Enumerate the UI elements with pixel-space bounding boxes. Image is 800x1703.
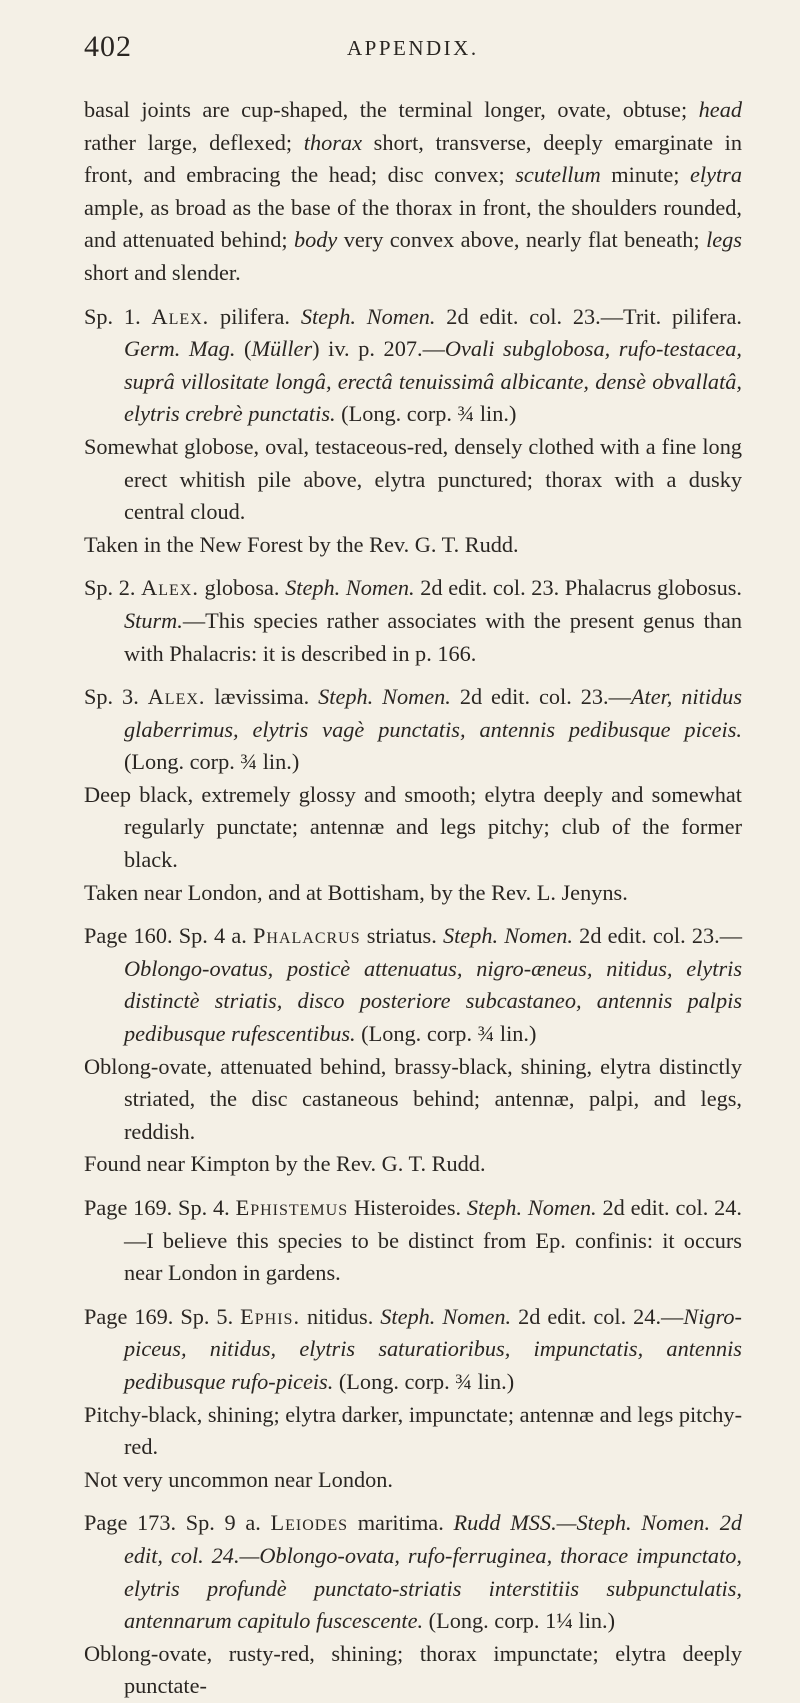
authority: Germ. Mag. (124, 336, 236, 362)
species-entry-maritima (84, 1507, 742, 1637)
entry-lead: Page 173. Sp. 9 a. (84, 1510, 271, 1536)
latin-diagnosis: Oblongo-ovata, rufo-ferruginea, thorace impunctato, elytris profundè punctato-striatis interstitiis subpunctulatis, antennarum capitulo fuscescente. (124, 1542, 742, 1634)
authority: Steph. Nomen. (300, 303, 436, 329)
species-name: Histeroides. (348, 1195, 467, 1220)
species-entry-nitidus (84, 1301, 742, 1399)
genus-name: Alex. (147, 684, 206, 710)
length: (Long. corp. ¾ lin.) (355, 1021, 537, 1047)
term-elytra: elytra (690, 162, 743, 188)
reference: 2d edit. col. 24.— (511, 1303, 684, 1329)
species-entry-globosa (84, 572, 742, 670)
author-name: Müller (251, 336, 313, 362)
authority: Sturm. (124, 607, 183, 633)
intro-text: short and slender. (84, 259, 241, 285)
entry-lead: Page 160. Sp. 4 a. (84, 923, 253, 949)
intro-text: short, transverse, deeply emarginate in front, and embracing the head; disc convex; (84, 129, 743, 188)
locality-note: Found near Kimpton by the Rev. G. T. Rudd. (84, 1151, 486, 1177)
authority: Steph. Nomen. (285, 575, 415, 601)
page-number: 402 (84, 30, 132, 63)
species-name: maritima. (348, 1510, 454, 1536)
length: (Long. corp. ¾ lin.) (124, 749, 300, 775)
species-entry-striatus (84, 920, 742, 1050)
latin-diagnosis: Nigro-piceus, nitidus, elytris saturatioribus, impunctatis, antennis pedibusque rufo-piceis. (124, 1303, 742, 1394)
species-name: lævissima. (205, 684, 319, 710)
entry-lead: Sp. 2. (84, 575, 142, 601)
intro-paragraph (84, 94, 742, 290)
species-description: Pitchy-black, shining; elytra darker, impunctate; antennæ and legs pitchy-red. (84, 1401, 742, 1460)
reference: 2d edit. col. 23. Phalacrus globosus. (414, 575, 742, 601)
authority: Rudd MSS.—Steph. Nomen. (453, 1510, 711, 1536)
intro-text: basal joints are cup-shaped, the terminal longer, ovate, obtuse; (84, 97, 699, 122)
species-description: Somewhat globose, oval, testaceous-red, densely clothed with a fine long erect whitish pile above, elytra punctured; thorax with a dusky central cloud. (84, 433, 742, 525)
reference: 2d edit. col. 23.— (573, 923, 742, 949)
entry-lead: Page 169. Sp. 4. (84, 1195, 236, 1220)
authority: Steph. Nomen. (318, 684, 451, 710)
species-name: nitidus. (300, 1303, 381, 1329)
authority: Steph. Nomen. (442, 923, 573, 949)
locality-note: Not very uncommon near London. (84, 1466, 393, 1492)
reference: 2d edit. col. 23.— (450, 684, 631, 710)
term-scutellum: scutellum (515, 162, 601, 188)
length: (Long. corp. ¾ lin.) (335, 401, 517, 427)
intro-text: ample, as broad as the base of the thorax in front, the shoulders rounded, and attenuated behind; (84, 194, 742, 253)
term-head: head (698, 97, 742, 122)
entry-text: I believe this species to be distinct from Ep. confinis: it occurs near London in gardens. (124, 1227, 742, 1286)
term-thorax: thorax (303, 129, 362, 155)
genus-name: Ephistemus (235, 1195, 349, 1220)
entry-text: —This species rather associates with the present genus than with Phalacris: it is described in p. 166. (124, 607, 742, 666)
term-body: body (293, 227, 338, 253)
genus-name: Alex. (141, 575, 199, 601)
intro-text: very convex above, nearly flat beneath; (337, 227, 707, 253)
authority: Steph. Nomen. (466, 1195, 597, 1220)
genus-name: Alex. (151, 303, 210, 329)
species-description: Deep black, extremely glossy and smooth; elytra deeply and somewhat regularly punctate; antennæ and legs pitchy; club of the former black. (84, 781, 742, 873)
reference: 2d edit. col. 24.— (124, 1195, 742, 1253)
entry-lead: Page 169. Sp. 5. (84, 1303, 241, 1329)
latin-diagnosis: Ater, nitidus glaberrimus, elytris vagè punctatis, antennis pedibusque piceis. (124, 684, 742, 742)
page-body (84, 94, 742, 1703)
genus-name: Leiodes (270, 1510, 349, 1536)
entry-lead: Sp. 3. (84, 684, 148, 710)
genus-name: Phalacrus (252, 923, 361, 949)
genus-name: Ephis. (240, 1303, 301, 1329)
authority: Steph. Nomen. (380, 1303, 512, 1329)
species-name: pilifera. (209, 303, 301, 329)
species-entry-laevissima (84, 681, 742, 779)
intro-text: rather large, deflexed; (84, 129, 304, 155)
entry-lead: Sp. 1. (84, 303, 152, 329)
latin-diagnosis: Ovali subglobosa, rufo-testacea, suprâ villositate longâ, erectâ tenuissimâ albicante, densè obvallatâ, elytris crebrè punctatis. (124, 336, 743, 427)
species-description: Oblong-ovate, rusty-red, shining; thorax impunctate; elytra deeply punctate- (84, 1640, 742, 1699)
species-description: Oblong-ovate, attenuated behind, brassy-black, shining, elytra distinctly striated, the disc castaneous behind; antennæ, palpi, and legs, reddish. (84, 1053, 742, 1144)
reference: 2d edit. col. 23.—Trit. pilifera. (435, 303, 742, 329)
length: (Long. corp. 1¼ lin.) (423, 1608, 616, 1634)
page-header (84, 30, 744, 70)
length: (Long. corp. ¾ lin.) (333, 1368, 515, 1394)
locality-note: Taken near London, and at Bottisham, by the Rev. L. Jenyns. (84, 879, 628, 905)
latin-diagnosis: Oblongo-ovatus, posticè attenuatus, nigro-æneus, nitidus, elytris distinctè striatis, disco posteriore subcastaneo, antennis palpis pedibusque rufescentibus. (124, 955, 742, 1047)
species-name: striatus. (360, 923, 443, 949)
species-name: globosa. (198, 575, 286, 601)
species-entry-pilifera: Sp. 1. Alex. pilifera. Steph. Nomen. 2d edit. col. 23.—Trit. pilifera. Germ. Mag. (Müller) iv. p. 207.—Ovali subglobosa, rufo-testacea, suprâ villositate longâ, erectâ tenuissimâ albicante, densè obvallatâ, elytris crebrè punctatis. (Long. corp. ¾ lin.) (84, 303, 743, 427)
reference: 2d edit, col. 24.— (124, 1510, 743, 1568)
species-entry-histeroides (84, 1192, 742, 1290)
term-legs: legs (706, 227, 742, 253)
locality-note: Taken in the New Forest by the Rev. G. T. Rudd. (84, 531, 519, 557)
running-head: APPENDIX. (347, 36, 479, 60)
intro-text: minute; (600, 162, 690, 188)
